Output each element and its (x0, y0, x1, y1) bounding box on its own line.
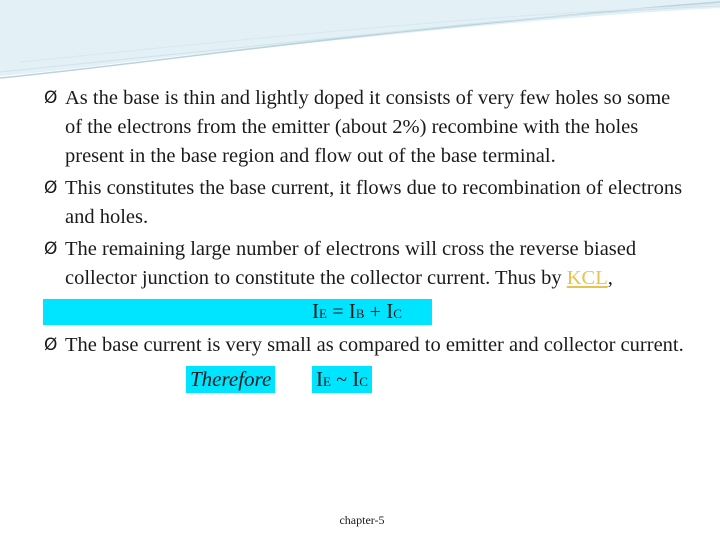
kcl-link[interactable]: KCL (566, 267, 608, 289)
ib-subscript: B (355, 306, 365, 321)
plus-sign: + (369, 301, 381, 323)
equals-sign: = (332, 301, 344, 323)
bullet-text: The base current is very small as compared to emitter and collector current. (65, 334, 684, 356)
ie-symbol: I (316, 367, 323, 391)
slide-content (44, 84, 684, 392)
slide-footer (0, 513, 720, 528)
bullet-text: As the base is thin and lightly doped it consists of very few holes so some of the electrons from the emitter (about 2%) recombine with the holes present in the base region and flow out of the base terminal. (65, 87, 671, 167)
header-decoration (0, 0, 720, 90)
footer-label: chapter-5 (339, 513, 385, 527)
ic-symbol: I (352, 367, 360, 391)
ic-subscript: C (359, 374, 368, 389)
ie-symbol: I (312, 299, 319, 323)
bullet-item (44, 174, 684, 232)
arrow-bullet-icon: Ø (44, 335, 58, 355)
approx-formula-row (44, 364, 684, 392)
bullet-text: The remaining large number of electrons will cross the reverse biased collector junction to constitute the collector current. Thus by (65, 238, 637, 289)
ic-symbol: I (386, 299, 394, 323)
bullet-text: This constitutes the base current, it flows due to recombination of electrons and holes. (65, 177, 683, 228)
ic-subscript: C (393, 306, 402, 321)
kcl-formula-row (44, 299, 684, 325)
approx-sign: ~ (336, 369, 348, 391)
arrow-bullet-icon: Ø (44, 88, 58, 108)
bullet-item (44, 84, 684, 171)
therefore-label: Therefore (186, 366, 275, 393)
arrow-bullet-icon: Ø (44, 178, 58, 198)
bullet-text-end: , (607, 267, 613, 289)
ie-subscript: E (323, 374, 331, 389)
kcl-formula (312, 297, 402, 328)
ib-symbol: I (348, 299, 356, 323)
approx-formula (312, 366, 372, 393)
bullet-item (44, 331, 684, 360)
arrow-bullet-icon: Ø (44, 239, 58, 259)
ie-subscript: E (319, 306, 327, 321)
bullet-item (44, 235, 684, 293)
